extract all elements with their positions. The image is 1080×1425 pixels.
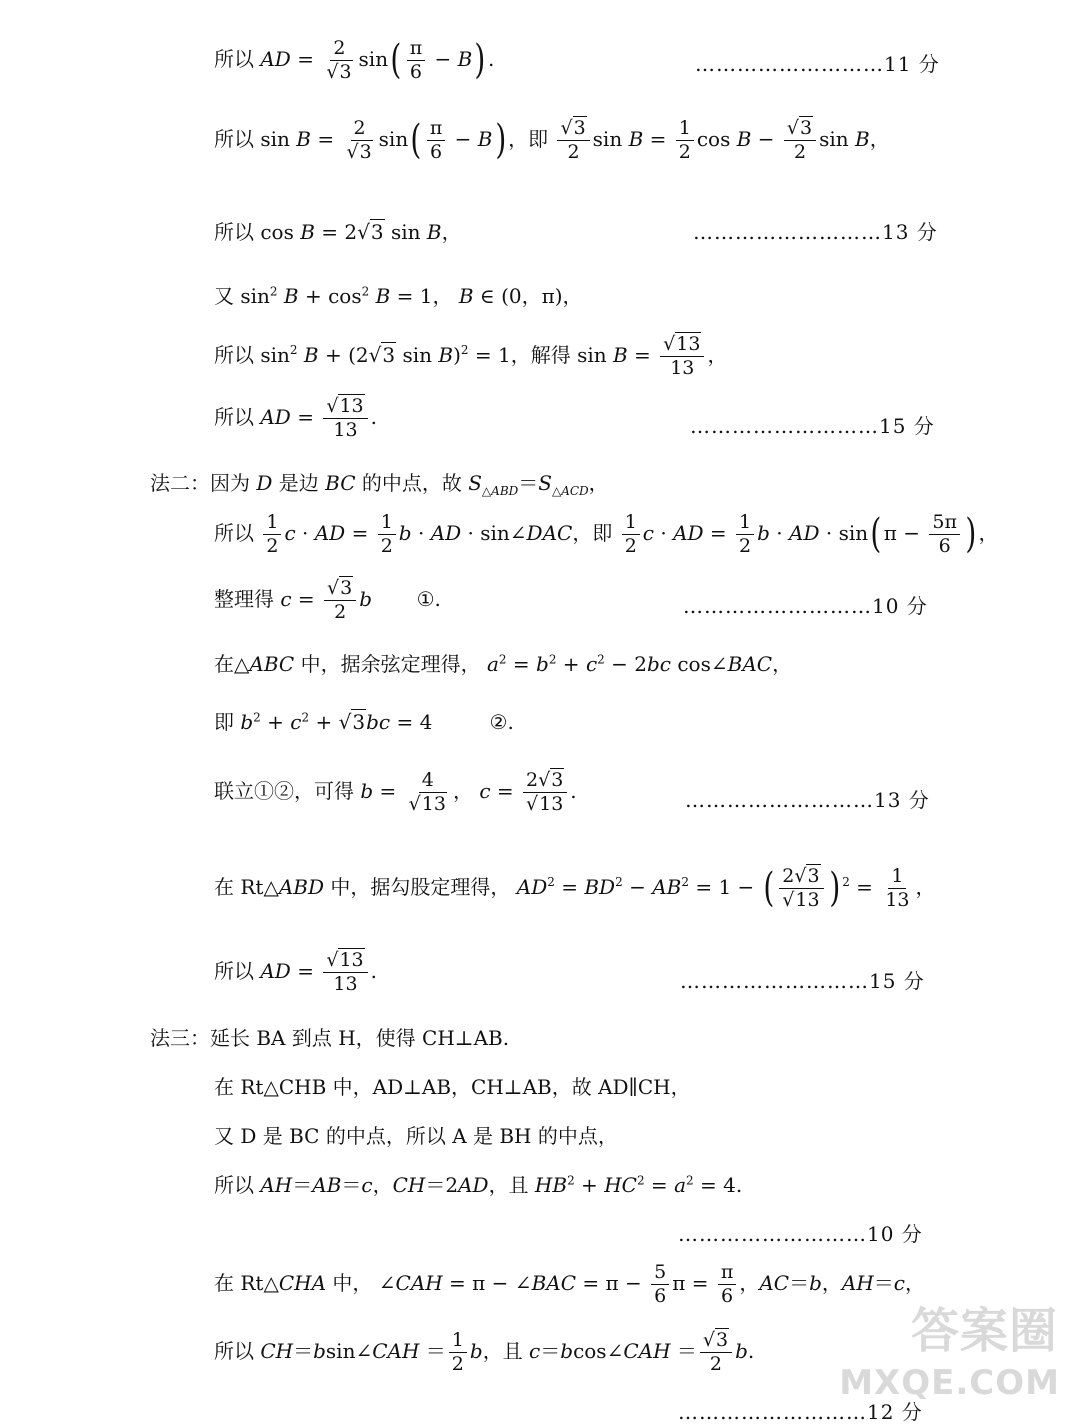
line-ad-result-1: 所以 AD = $\frac{√13}{13}$ .	[214, 395, 377, 441]
line-ad-formula: 所以 AD = $\frac{2}{√3}$ sin( $\frac{\pi}{6}$ − B) .	[214, 37, 495, 84]
method3-text1: 延长 BA 到点 H，使得 CH⊥AB.	[210, 1026, 510, 1050]
line-identity: 又 $\sin^2 B + \cos^2 B = 1$， B ∈ (0，π)，	[214, 284, 583, 308]
line-solve-bc: 联立①②，可得 b = $\frac{4}{√13}$ ， c = $\frac{2√3}{√13}$ .	[214, 769, 577, 815]
watermark-logo: 答案圈	[910, 1303, 1058, 1359]
method3-line1	[150, 1022, 509, 1051]
method3-line3: 又 D 是 BC 的中点，所以 A 是 BH 的中点，	[214, 1124, 618, 1148]
score-12: ………………………12 分	[678, 1400, 923, 1424]
method2-label: 法二：因为 D 是边 BC 的中点，故 $S_{\triangle ABD}=S_{\triangle ACD}$，	[150, 471, 609, 498]
line-ch-c: 所以 CH＝bsin∠CAH ＝ $\frac{1}{2}$ b，且 c＝bcos∠CAH ＝ $\frac{√3}{2}$ b.	[214, 1329, 755, 1375]
score-10-b: ………………………10 分	[678, 1222, 923, 1246]
watermark-url: MXQE.COM	[839, 1363, 1060, 1403]
score-10-a: ………………………10 分	[683, 594, 928, 618]
line-ad-result-2: 所以 AD = $\frac{√13}{13}$ .	[214, 949, 377, 995]
score-11: ………………………11 分	[695, 52, 940, 76]
line-c-relation: 整理得 c = $\frac{√3}{2}$ b ①.	[214, 577, 441, 623]
score-15-a: ………………………15 分	[690, 414, 935, 438]
line-solve-sinb: 所以 $\sin^2 B + (2√3$ sin B)$^2$ = 1，解得 sin B = $\frac{√13}{13}$ ，	[214, 333, 728, 379]
method2-tag: 法二：	[150, 471, 210, 495]
line-cosb: 所以 cos B = 2√3 sin B，	[214, 220, 462, 244]
line-eq2: 即 $b^2 + c^2 + √3bc = 4$ ②.	[214, 710, 514, 734]
method3-line4: 所以 AH＝AB＝c，CH＝2AD，且 $HB^2 + HC^2 = a^2 = 4$.	[214, 1173, 743, 1197]
score-13-b: ………………………13 分	[685, 788, 930, 812]
method3-tag: 法三：	[150, 1026, 210, 1050]
line-angle-cah: 在 Rt△CHA 中， ∠CAH = π − ∠BAC = π − $\frac{5}{6}$ π = $\frac{\pi}{6}$ ，AC＝b，AH＝c，	[214, 1261, 925, 1307]
method3-line2: 在 Rt△CHB 中，AD⊥AB，CH⊥AB，故 AD∥CH，	[214, 1075, 691, 1099]
line-pythag: 在 Rt△ABD 中，据勾股定理得， $AD^2 = BD^2 - AB^2 = 1$ − ( $\frac{2√3}{√13}$ ) $^2$ = $\frac{1}{13}$ ，	[214, 865, 936, 912]
line-sinb: 所以 sin B = $\frac{2}{√3}$ sin( $\frac{\pi}{6}$ − B) ，即 $\frac{√3}{2}$ sin B = $\frac{1}{2}$ cos B − $\frac{√3}{2}$ sin B，	[214, 117, 890, 164]
score-15-b: ………………………15 分	[680, 969, 925, 993]
line-area-eq: 所以 $\frac{1}{2}$ c · AD = $\frac{1}{2}$ b · AD · sin∠DAC，即 $\frac{1}{2}$ c · AD = $\frac{1}{2}$ b · AD · sin( π − $\frac{5\pi}{6}$ ) ，	[214, 511, 999, 558]
line-cosine-law: 在△ABC 中，据余弦定理得， $a^2 = b^2 + c^2 - 2bc$ cos∠BAC，	[214, 652, 793, 676]
score-13-a: ………………………13 分	[693, 220, 938, 244]
